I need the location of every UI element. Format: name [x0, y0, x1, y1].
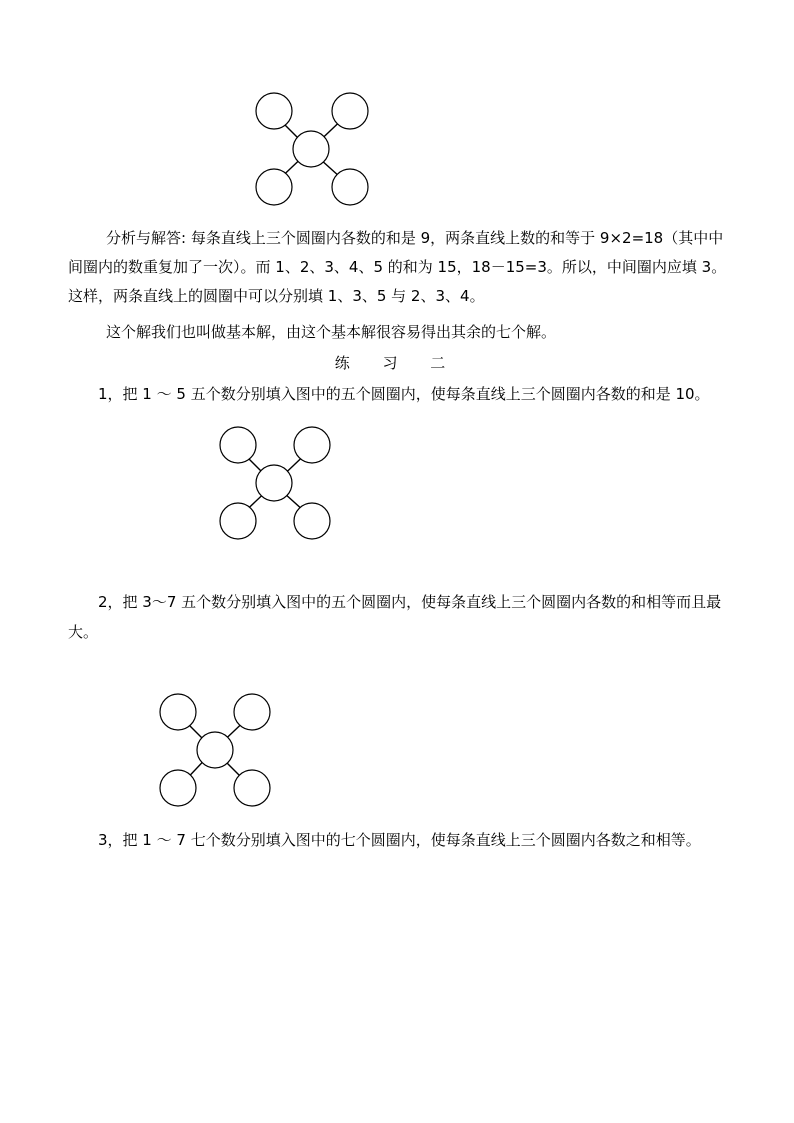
circle-bottom-left: [220, 503, 256, 539]
analysis-paragraph: [68, 224, 728, 311]
x-shaped-circle-diagram-q1: [214, 422, 338, 542]
circle-top-left: [256, 93, 292, 129]
circle-top-right: [332, 93, 368, 129]
analysis-text: : 每条直线上三个圆圈内各数的和是 9，两条直线上数的和等于 9×2=18（其中中间圈内的数重复加了一次）。而 1、2、3、4、5 的和为 15，18－15=3。所以，中间圈内应填 3。这样，两条直线上的圆圈中可以分别填 1、3、5 与 2、3、4。: [68, 229, 727, 305]
x-shaped-circle-diagram-example: [250, 88, 374, 208]
circle-top-right: [294, 427, 330, 463]
question-2-line-2: 大。: [68, 623, 99, 641]
analysis-label: 分析与解答: [106, 229, 182, 247]
question-2-line-1: 2，把 3～7 五个数分别填入图中的五个圆圈内，使每条直线上三个圆圈内各数的和相等而且最: [98, 593, 722, 611]
circle-center: [293, 131, 329, 167]
circle-bottom-right: [294, 503, 330, 539]
basic-solution-text: 这个解我们也叫做基本解，由这个基本解很容易得出其余的七个解。: [106, 323, 557, 341]
exercise-title: 练 习 二: [334, 354, 460, 372]
question-1: 1，把 1 ～ 5 五个数分别填入图中的五个圆圈内，使每条直线上三个圆圈内各数的和是 10。: [98, 385, 710, 403]
circle-bottom-right: [332, 169, 368, 205]
circle-top-right: [234, 694, 270, 730]
circle-center: [256, 465, 292, 501]
circle-bottom-left: [160, 770, 196, 806]
circle-bottom-right: [234, 770, 270, 806]
circle-top-left: [160, 694, 196, 730]
circle-center: [197, 732, 233, 768]
circle-bottom-left: [256, 169, 292, 205]
question-3: 3，把 1 ～ 7 七个数分别填入图中的七个圆圈内，使每条直线上三个圆圈内各数之和相等。: [98, 831, 701, 849]
x-shaped-circle-diagram-q2: [154, 690, 278, 810]
circle-top-left: [220, 427, 256, 463]
